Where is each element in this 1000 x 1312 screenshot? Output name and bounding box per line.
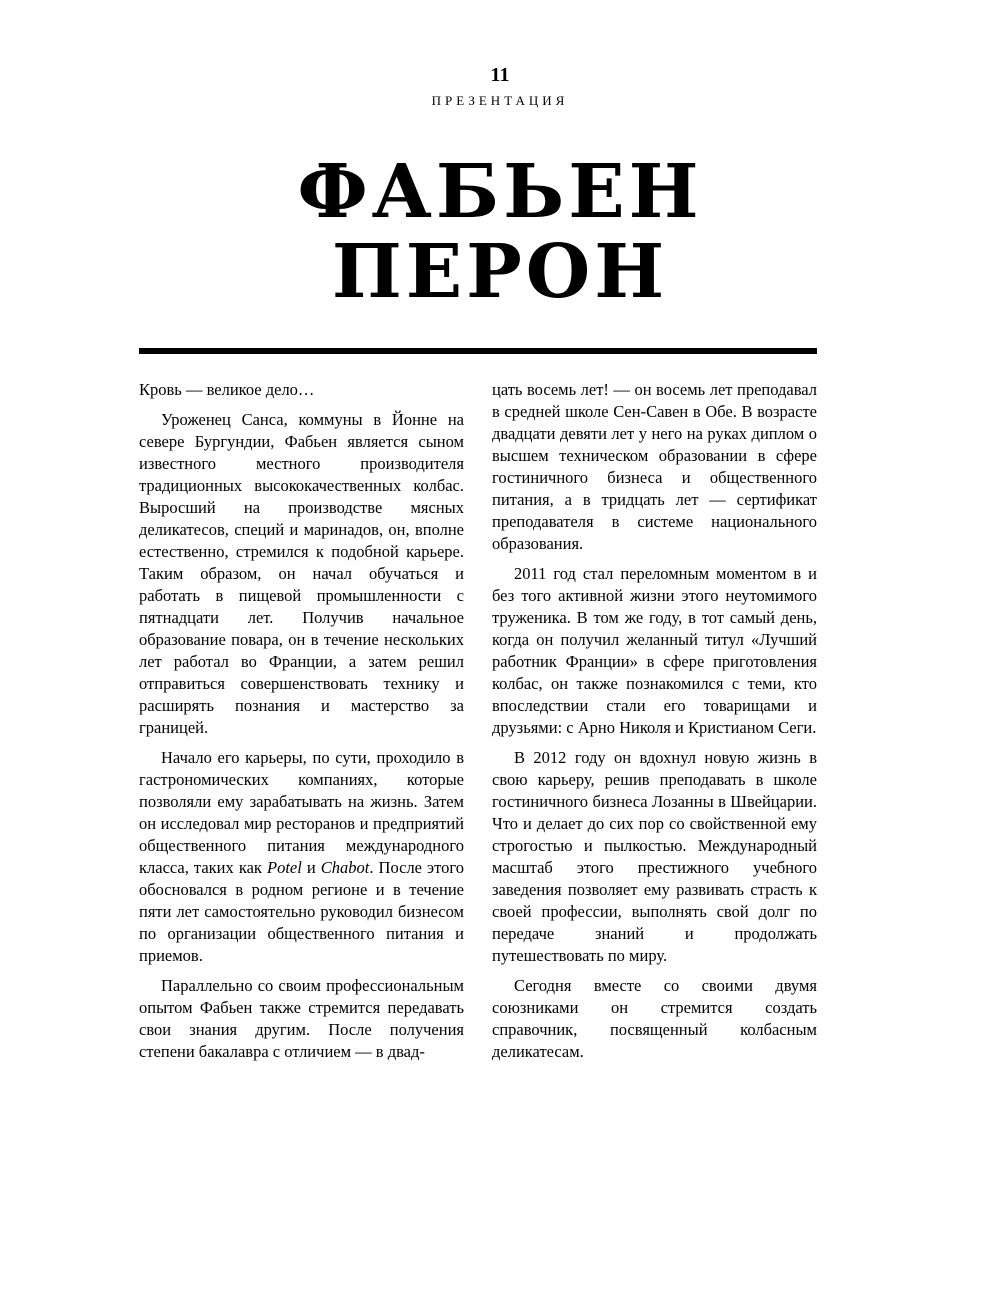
text-column-right bbox=[492, 379, 817, 1063]
section-label: ПРЕЗЕНТАЦИЯ bbox=[431, 93, 569, 108]
career-text-before: Начало его карьеры, по сути, проходило в гастрономических компаниях, которые позволяли ему зарабатывать на жизнь. Затем он исследовал мир ресторанов и предприятий общественного питания международного класса, таких как bbox=[139, 748, 464, 877]
career-text-after: . После этого обосновался в родном регионе и в течение пяти лет самостоятельно руководил бизнесом по организации общественного питания и приемов. bbox=[139, 858, 464, 965]
career-text-and: и bbox=[301, 858, 321, 877]
text-column-left bbox=[139, 379, 464, 1063]
title-first-name: ФАБЬЕН bbox=[297, 149, 703, 235]
paragraph-2011: 2011 год стал переломным моментом в и без того активной жизни этого неутомимого труженика. В том же году, в тот самый день, когда он получил желанный титул «Лучший работник Франции» в сфере приготовления колбас, он также познакомился с теми, кто впоследствии стали его товарищами и друзьями: с Арно Николя и Кристианом Сеги. bbox=[492, 564, 817, 737]
paragraph-today: Сегодня вместе со своими двумя союзниками он стремится создать справочник, посвященный колбасным деликатесам. bbox=[492, 976, 817, 1061]
paragraph-2012: В 2012 году он вдохнул новую жизнь в свою карьеру, решив преподавать в школе гостиничного бизнеса Лозанны в Швейцарии. Что и делает до сих пор со свойственной ему строгостью и пылкостью. Международный масштаб этого престижного учебного заведения позволяет ему развивать страсть к своей профессии, выполнять свой долг по передаче знаний и продолжать путешествовать по миру. bbox=[492, 748, 817, 965]
paragraph-teaching-continued: цать восемь лет! — он восемь лет преподавал в средней школе Сен-Савен в Обе. В возрасте двадцати девяти лет у него на руках диплом о высшем техническом образовании в сфере гостиничного бизнеса и общественного питания, а в тридцать лет — сертификат преподавателя в системе национального образования. bbox=[492, 380, 817, 553]
page-title bbox=[0, 149, 1000, 315]
paragraph-origin: Уроженец Санса, коммуны в Йонне на севере Бургундии, Фабьен является сыном известного местного производителя традиционных высококачественных колбас. Выросший на производстве мясных деликатесов, специй и маринадов, он, вполне естественно, стремился к подобной карьере. Таким образом, он начал обучаться и работать в пищевой промышленности с пятнадцати лет. Получив начальное образование повара, он в течение нескольких лет работал во Франции, а затем решил отправиться совершенствовать технику и расширять познания и мастерство за границей. bbox=[139, 410, 464, 737]
title-divider bbox=[139, 348, 817, 354]
company-chabot: Chabot bbox=[320, 858, 370, 877]
page-number: 11 bbox=[490, 64, 510, 86]
company-potel: Potel bbox=[266, 858, 302, 877]
paragraph-intro: Кровь — великое дело… bbox=[139, 380, 315, 399]
paragraph-teaching: Параллельно со своим профессиональным опытом Фабьен также стремится передавать свои знания другим. После получения степени бакалавра с отличием — в двад- bbox=[139, 976, 464, 1061]
paragraph-career bbox=[139, 747, 464, 967]
title-last-name: ПЕРОН bbox=[331, 229, 669, 315]
